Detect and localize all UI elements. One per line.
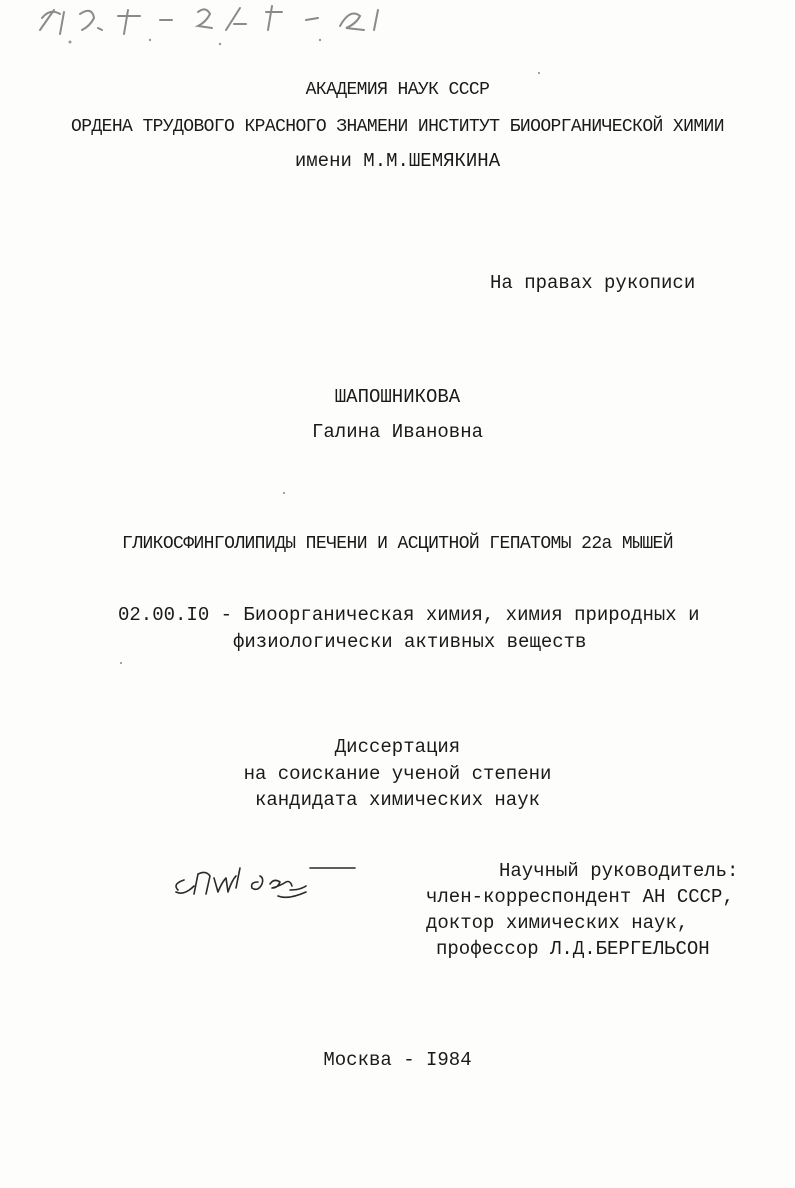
archive-mark-text: 61: 85-2/5-2: [20, 68, 28, 69]
city-and-year: Москва - I984: [323, 1049, 472, 1071]
institute-named-after: имени М.М.ШЕМЯКИНА: [294, 150, 501, 172]
author-given-names: Галина Ивановна: [311, 421, 484, 443]
scan-speck: [538, 72, 540, 74]
scan-speck: [120, 662, 122, 664]
academy-name: АКАДЕМИЯ НАУК СССР: [305, 80, 490, 100]
institute-name: ОРДЕНА ТРУДОВОГО КРАСНОГО ЗНАМЕНИ ИНСТИТУТ БИООРГАНИЧЕСКОЙ ХИМИИ: [71, 117, 724, 137]
supervisor-line-2: член-корреспондент АН СССР,: [426, 886, 734, 908]
supervisor-line-3: доктор химических наук,: [426, 912, 689, 934]
thesis-title: ГЛИКОСФИНГОЛИПИДЫ ПЕЧЕНИ И АСЦИТНОЙ ГЕПАТОМЫ 22а МЫШЕЙ: [122, 534, 673, 554]
specialty-line-2: физиологически активных веществ: [233, 631, 587, 653]
supervisor-line-1: Научный руководитель:: [499, 860, 739, 882]
scan-speck: [283, 492, 285, 494]
handwritten-signature: [170, 856, 370, 916]
degree-line-3: кандидата химических наук: [254, 789, 541, 811]
author-surname: ШАПОШНИКОВА: [334, 386, 461, 408]
degree-line-1: Диссертация: [334, 736, 461, 758]
degree-line-2: на соискание ученой степени: [243, 763, 552, 785]
manuscript-rights-note: На правах рукописи: [490, 272, 696, 294]
handwritten-archive-mark: [20, 0, 400, 70]
supervisor-line-4: профессор Л.Д.БЕРГЕЛЬСОН: [436, 938, 710, 960]
specialty-line-1: 02.00.I0 - Биоорганическая химия, химия природных и: [118, 604, 700, 626]
